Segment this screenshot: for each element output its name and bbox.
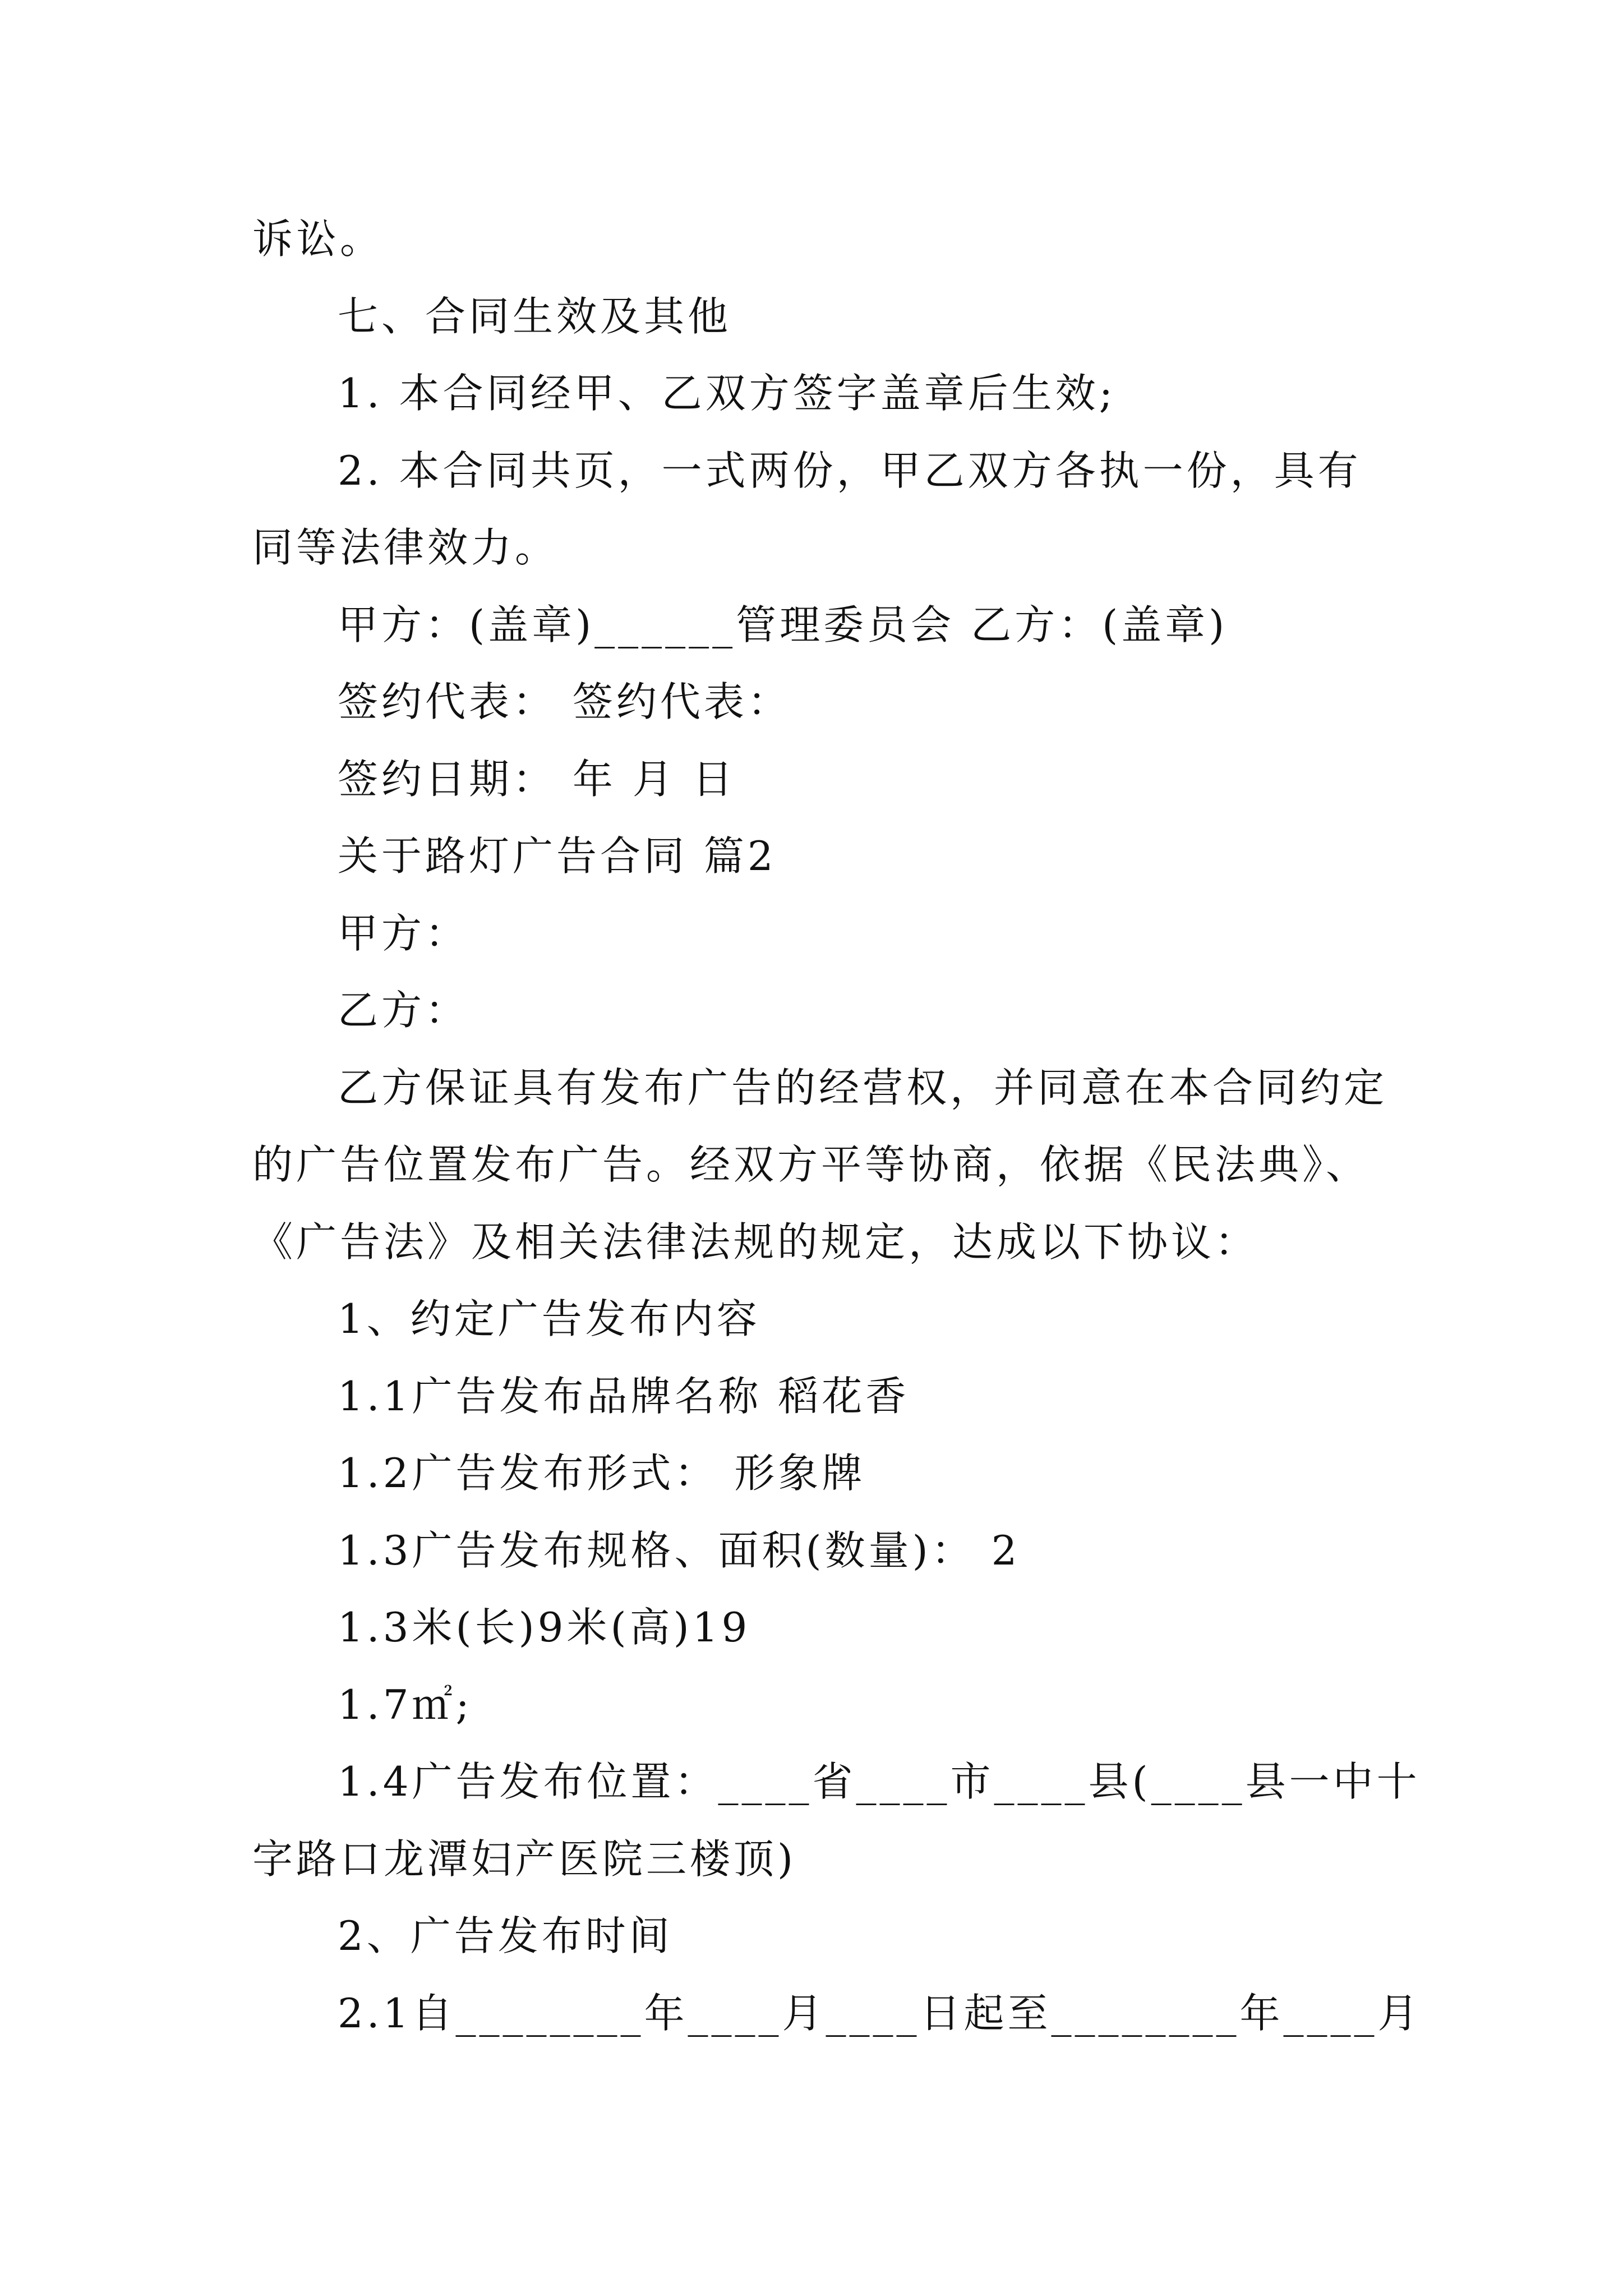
signature-line: 甲方：(盖章)______管理委员会 乙方：(盖章) — [338, 601, 1228, 648]
section-heading: 1、约定广告发布内容 — [338, 1295, 760, 1342]
document-title: 关于路灯广告合同 篇2 — [338, 832, 777, 880]
date-line: 签约日期： 年 月 日 — [338, 755, 736, 803]
document-body — [252, 201, 1422, 2052]
section-heading: 2、广告发布时间 — [338, 1912, 673, 1959]
text-line: 2.1自________年____月____日起至________年____月 — [338, 1989, 1422, 2037]
text-line: 乙方保证具有发布广告的经营权，并同意在本合同约定 — [338, 1064, 1388, 1111]
section-heading: 七、合同生效及其他 — [338, 292, 732, 340]
text-line: 同等法律效力。 — [252, 524, 559, 571]
text-line: 诉讼。 — [252, 215, 384, 263]
text-line: 1.4广告发布位置：____省____市____县(____县一中十 — [338, 1758, 1421, 1805]
text-line: 1.2广告发布形式： 形象牌 — [338, 1450, 866, 1497]
text-line: 的广告位置发布广告。经双方平等协商，依据《民法典》、 — [252, 1141, 1370, 1188]
text-line: 1.3广告发布规格、面积(数量)： 2 — [338, 1526, 1021, 1574]
text-line: 字路口龙潭妇产医院三楼顶) — [252, 1835, 797, 1883]
party-a-line: 甲方： — [338, 909, 469, 957]
party-b-line: 乙方： — [338, 987, 469, 1034]
text-line: 1. 本合同经甲、乙双方签字盖章后生效; — [338, 370, 1116, 417]
text-line: 1.3米(长)9米(高)19 — [338, 1604, 751, 1651]
text-line: 1.7㎡; — [338, 1681, 473, 1728]
text-line: 1.1广告发布品牌名称 稻花香 — [338, 1372, 910, 1420]
signature-line: 签约代表： 签约代表： — [338, 678, 791, 725]
text-line: 《广告法》及相关法律法规的规定，达成以下协议： — [252, 1218, 1259, 1266]
text-line: 2. 本合同共页，一式两份，甲乙双方各执一份，具有 — [338, 447, 1362, 494]
